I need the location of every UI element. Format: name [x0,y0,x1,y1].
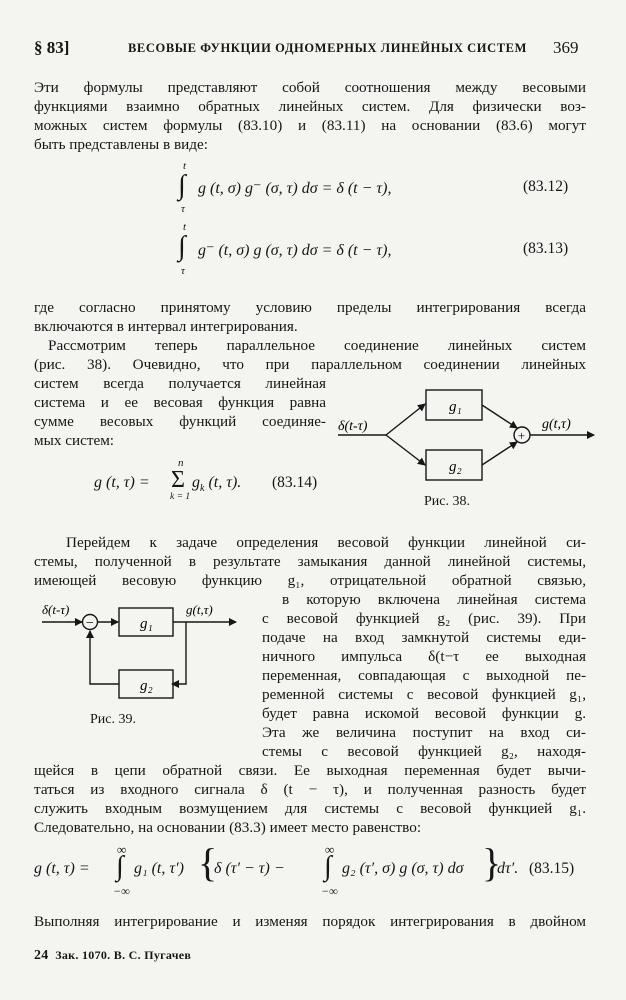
figure-39-caption: Рис. 39. [90,712,136,727]
para3-line: сумме весовых функций соединяе- [34,413,326,430]
fig38-block-g1-label: g₁ [449,399,462,415]
para4-wrap-line: переменная, совпадающая с выходной пе- [262,667,586,684]
para4-wrap-line: стемы с весовой функцией g₂, находя- [262,743,586,760]
para3-line: систем всегда получается линейная [34,375,326,392]
equation-number: (83.13) [523,240,569,257]
para4-wrap-line: с весовой функцией g₂ (рис. 39). При [262,610,586,627]
fig38-input-label: δ(t-τ) [338,419,368,434]
left-brace: { [198,840,218,885]
para3-line: система и ее весовая функция равна [34,394,326,411]
fig39-output-label: g(t,τ) [186,602,213,617]
integral-upper-limit: t [183,221,187,233]
integral-lower-limit: τ [181,203,185,215]
integral-sign: ∫ [178,231,186,262]
sum-lower-limit: k = 1 [170,492,191,502]
delta-term: δ (τ′ − τ) − [214,860,285,877]
fig39-minus-symbol: − [85,616,95,631]
integral2-sign: ∫ [324,851,332,882]
fig39-block-g1-label: g₁ [140,616,153,632]
equation-lhs: g (t, τ) = [34,860,90,877]
para2-line: включаются в интервал интегрирования. [34,318,298,335]
para4-wrap-line: ничного импульса δ(t−τ ее выходная [262,648,586,665]
sum-term-index: k [200,483,205,495]
para3-line: (рис. 38). Очевидно, что при параллельном соединении линейных [34,356,586,373]
equation-body: g (t, σ) g⁻ (σ, τ) dσ = δ (t − τ), [198,180,392,197]
sum-sign: Σ [171,467,185,493]
para4-line: стемы, полученной в результате замыкания данной линейной системы, [34,553,586,570]
sum-upper-limit: n [178,457,184,469]
para4-line: имеющей весовую функцию g₁, отрицательной обратной связью, [34,572,586,589]
differential: dτ′. [497,860,519,877]
figure-38-diagram [330,376,600,494]
integral1-upper-limit: ∞ [117,842,127,857]
sum-term [192,474,241,494]
page-number: 369 [553,38,579,57]
integral2-lower-limit: −∞ [321,884,338,898]
fig39-input-label: δ(t-τ) [42,602,70,617]
fig38-sum-symbol: + [517,428,526,443]
para1-line: функциями взаимно обратных линейных систем. Для физически воз- [34,98,586,115]
right-brace: } [482,840,502,885]
equation-number: (83.15) [529,860,575,877]
figure-39-diagram [36,600,242,712]
equation-number: (83.14) [272,474,318,491]
integrand-g1: g₁ (t, τ′) [134,860,184,877]
section-number: § 83] [34,38,70,57]
sum-term-symbol: g [192,474,200,491]
equation-number: (83.12) [523,178,569,195]
integral2-upper-limit: ∞ [325,842,335,857]
integrand-g2: g₂ (τ′, σ) g (σ, τ) dσ [342,860,464,877]
running-title: ВЕСОВЫЕ ФУНКЦИИ ОДНОМЕРНЫХ ЛИНЕЙНЫХ СИСТЕМ [128,41,528,55]
para3-line: мых систем: [34,432,115,449]
para1-line: быть представлены в виде: [34,136,208,153]
para4-wrap-line: Эта же величина поступит на вход си- [262,724,586,741]
fig38-arrow-lower [386,435,425,465]
integral-sign: ∫ [178,170,186,201]
para4-line: Следовательно, на основании (83.3) имеет место равенство: [34,819,422,836]
para4-wrap-line: подаче на вход замкнутой системы еди- [262,629,586,646]
signature-number: 24 [34,948,49,963]
integral-upper-limit: t [183,160,187,172]
footer-text: Зак. 1070. В. С. Пугачев [55,948,192,962]
fig38-arrow-to-sum-upper [482,405,517,428]
para4-line: щейся в цепи обратной связи. Ее выходная переменная будет вычи- [34,762,586,779]
equation-body: g⁻ (t, σ) g (σ, τ) dσ = δ (t − τ), [198,242,392,259]
fig38-arrow-upper [386,404,425,435]
integral1-lower-limit: −∞ [113,884,130,898]
sum-term-args: (t, τ). [208,474,242,491]
para2-line: где согласно принятому условию пределы интегрирования всегда [34,299,586,316]
fig38-output-label: g(t,τ) [542,417,571,432]
para3-line: Рассмотрим теперь параллельное соединение линейных систем [48,337,586,354]
fig38-block-g2-label: g₂ [449,459,462,475]
integral-lower-limit: τ [181,265,185,277]
printer-footer [34,948,191,964]
para4-line: Перейдем к задаче определения весовой функции линейной си- [66,534,586,551]
para4-wrap-line: ременной системы с весовой функцией g₁, [262,686,586,703]
para4-wrap-line: будет равна искомой весовой функции g. [262,705,586,722]
para4-line: таться из входного сигнала δ (t − τ), и полученная разность будет [34,781,586,798]
para5-line: Выполняя интегрирование и изменяя порядок интегрирования в двойном [34,913,586,930]
integral1-sign: ∫ [116,851,124,882]
fig39-feedback-path-out [90,631,119,684]
equation-lhs: g (t, τ) = [94,474,150,491]
para1-line: можных систем формулы (83.10) и (83.11) на основании (83.6) могут [34,117,586,134]
para4-wrap-line: в которую включена линейная система [282,591,586,608]
fig38-arrow-to-sum-lower [482,442,517,465]
fig39-block-g2-label: g₂ [140,678,153,694]
para4-line: служить входным возмущением для системы с весовой функцией g₁. [34,800,586,817]
figure-38-caption: Рис. 38. [424,494,470,509]
fig39-feedback-path-in [172,622,186,684]
para1-line: Эти формулы представляют собой соотношения между весовыми [34,79,586,96]
